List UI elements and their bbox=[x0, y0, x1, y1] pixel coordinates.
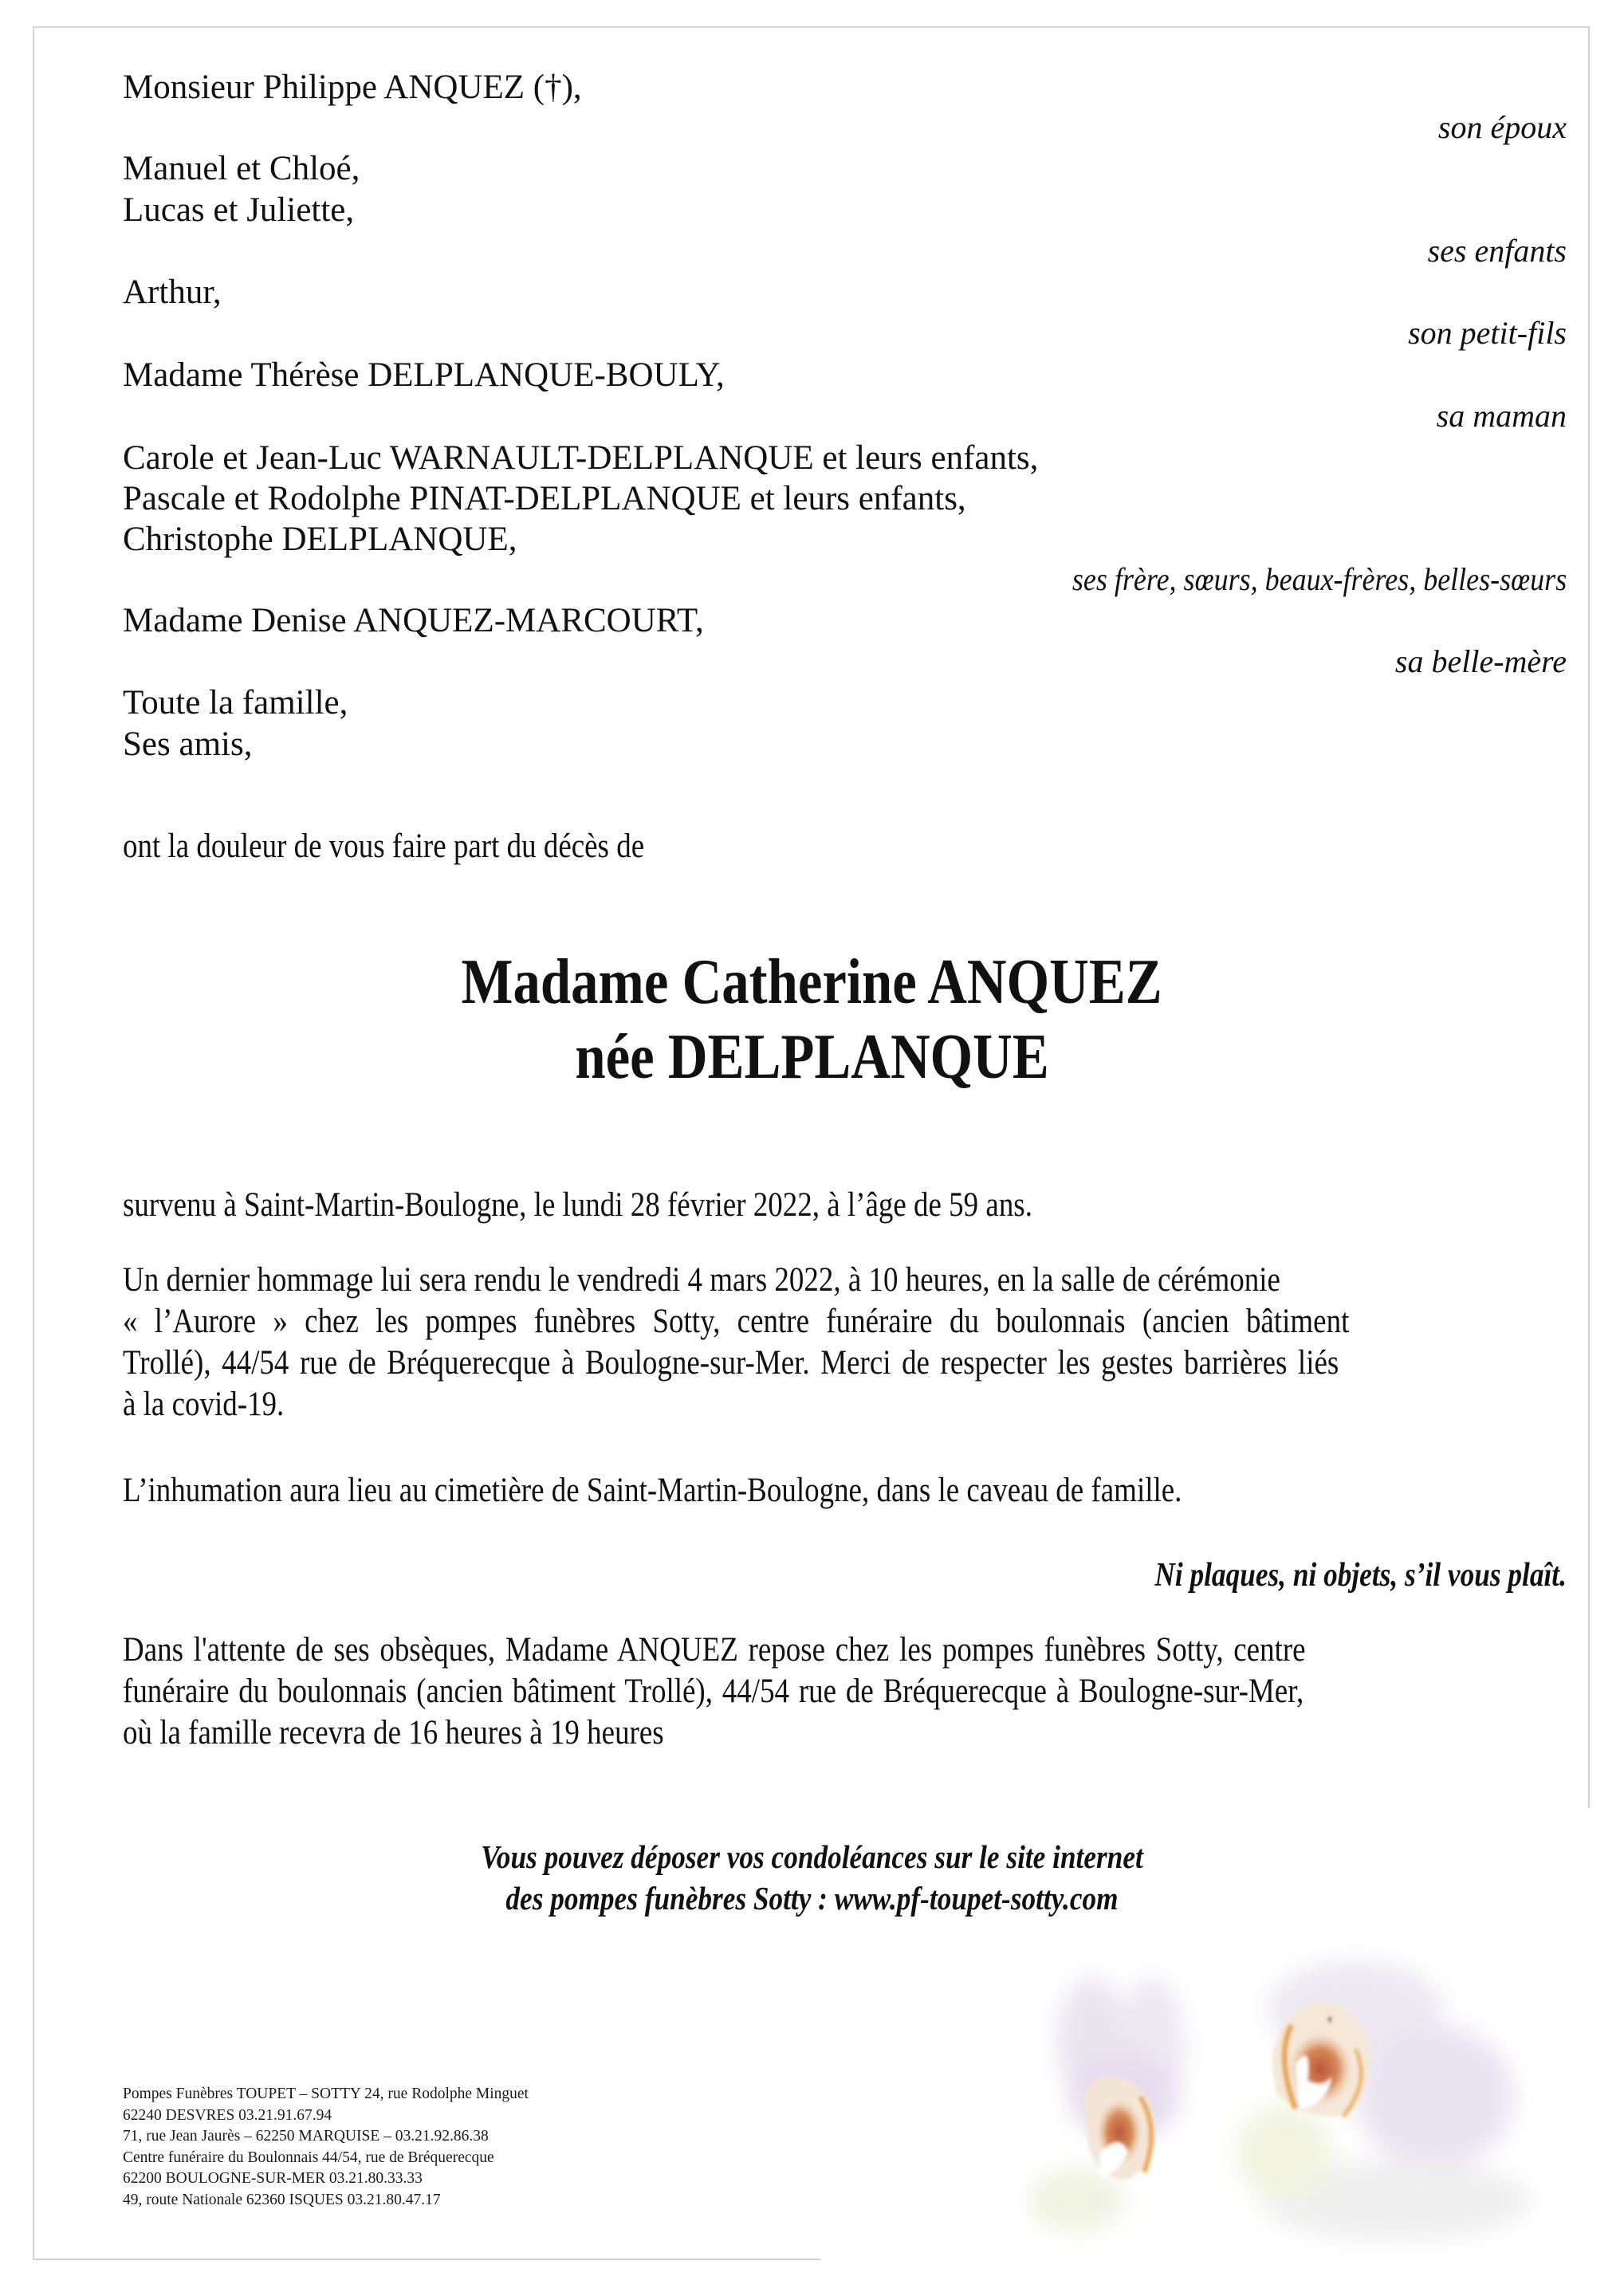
family-member-mother: Madame Thérèse DELPLANQUE-BOULY, bbox=[123, 356, 725, 394]
footer-line: 62240 DESVRES 03.21.91.67.94 bbox=[123, 2106, 332, 2124]
relation-label: son époux bbox=[1437, 109, 1567, 145]
frame-top bbox=[33, 26, 1590, 28]
ceremony-line: à la covid-19. bbox=[123, 1386, 285, 1423]
ceremony-line: Un dernier hommage lui sera rendu le vendredi 4 mars 2022, à 10 heures, en la salle de cérémonie bbox=[123, 1261, 1280, 1299]
death-details: survenu à Saint-Martin-Boulogne, le lundi 28 février 2022, à l’âge de 59 ans. bbox=[123, 1186, 1032, 1224]
ceremony-line: Trollé), 44/54 rue de Bréquerecque à Boulogne-sur-Mer. Merci de respecter les gestes barrières liés bbox=[123, 1344, 1339, 1382]
deceased-name bbox=[0, 947, 1624, 1017]
condolences-line1: Vous pouvez déposer vos condoléances sur le site internet bbox=[481, 1838, 1143, 1875]
visitation-line: où la famille recevra de 16 heures à 19 heures bbox=[123, 1714, 664, 1751]
ceremony-line: « l’Aurore » chez les pompes funèbres Sotty, centre funéraire du boulonnais (ancien bâtiment bbox=[123, 1303, 1350, 1340]
condolences-block bbox=[0, 1836, 1624, 1919]
family-member-sibling: Pascale et Rodolphe PINAT-DELPLANQUE et leurs enfants, bbox=[123, 480, 966, 517]
deceased-maiden-name bbox=[0, 1022, 1624, 1092]
orchid-right bbox=[1236, 1961, 1531, 2240]
relation-label: sa maman bbox=[1436, 398, 1567, 434]
family-member-friends: Ses amis, bbox=[123, 725, 253, 763]
condolences-line2[interactable]: des pompes funèbres Sotty : www.pf-toupet-sotty.com bbox=[505, 1880, 1119, 1917]
footer-line: 49, route Nationale 62360 ISQUES 03.21.80.47.17 bbox=[123, 2191, 441, 2208]
frame-left bbox=[33, 26, 34, 2260]
no-flowers-notice: Ni plaques, ni objets, s’il vous plaît. bbox=[1154, 1557, 1567, 1594]
visitation-paragraph bbox=[123, 1630, 1566, 1754]
family-member-grandson: Arthur, bbox=[123, 273, 222, 311]
deceased-name-line2: née DELPLANQUE bbox=[575, 1022, 1049, 1092]
relation-label: ses frère, sœurs, beaux-frères, belles-sœurs bbox=[1072, 561, 1567, 597]
relation-label: ses enfants bbox=[1427, 233, 1567, 269]
orchid-image bbox=[1020, 1937, 1624, 2296]
relation-label: sa belle-mère bbox=[1394, 643, 1567, 679]
footer-line: 62200 BOULOGNE-SUR-MER 03.21.80.33.33 bbox=[123, 2170, 423, 2187]
footer-line: Pompes Funèbres TOUPET – SOTTY 24, rue Rodolphe Minguet bbox=[123, 2086, 529, 2102]
family-member-sibling: Christophe DELPLANQUE, bbox=[123, 521, 517, 558]
family-member-sibling: Carole et Jean-Luc WARNAULT-DELPLANQUE et leurs enfants, bbox=[123, 439, 1039, 477]
family-member-child: Manuel et Chloé, bbox=[123, 150, 360, 187]
family-member-mother-in-law: Madame Denise ANQUEZ-MARCOURT, bbox=[123, 602, 704, 639]
family-member-family: Toute la famille, bbox=[123, 684, 348, 721]
relation-label: son petit-fils bbox=[1408, 315, 1567, 351]
burial-text: L’inhumation aura lieu au cimetière de Saint-Martin-Boulogne, dans le caveau de famille. bbox=[123, 1472, 1182, 1509]
frame-bottom bbox=[33, 2259, 820, 2260]
announcement-text: ont la douleur de vous faire part du décès de bbox=[123, 828, 645, 865]
footer-line: 71, rue Jean Jaurès – 62250 MARQUISE – 03.21.92.86.38 bbox=[123, 2128, 489, 2145]
visitation-line: funéraire du boulonnais (ancien bâtiment Trollé), 44/54 rue de Bréquerecque à Boulogne-sur-Mer, bbox=[123, 1673, 1304, 1710]
visitation-line: Dans l'attente de ses obsèques, Madame ANQUEZ repose chez les pompes funèbres Sotty, centre bbox=[123, 1631, 1306, 1669]
deceased-name-line1: Madame Catherine ANQUEZ bbox=[461, 947, 1163, 1017]
family-member-spouse: Monsieur Philippe ANQUEZ (†), bbox=[123, 69, 582, 106]
family-member-child: Lucas et Juliette, bbox=[123, 191, 355, 229]
funeral-home-footer bbox=[123, 2084, 529, 2211]
frame-right bbox=[1588, 26, 1590, 1808]
footer-line: Centre funéraire du Boulonnais 44/54, rue de Bréquerecque bbox=[123, 2149, 494, 2166]
ceremony-paragraph bbox=[123, 1260, 1566, 1425]
